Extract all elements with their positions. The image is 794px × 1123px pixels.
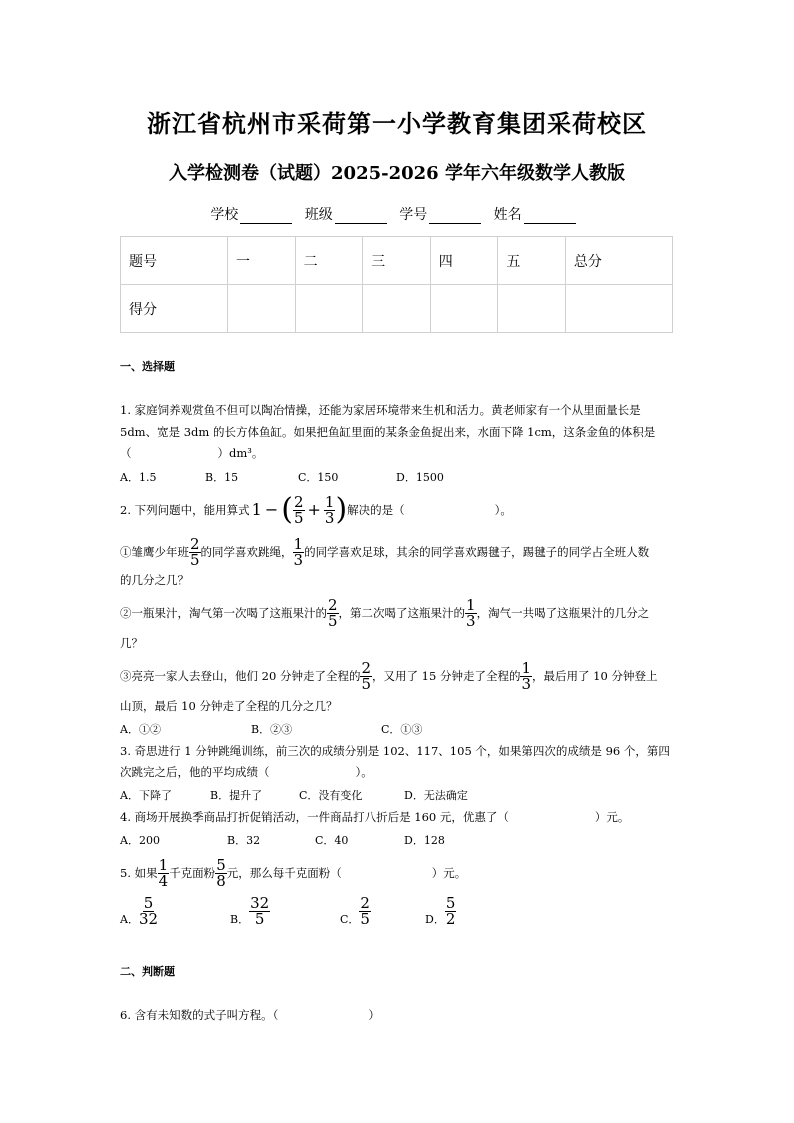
item-text: ①雏鹰少年班	[120, 545, 189, 559]
question-2-stem	[120, 492, 512, 528]
question-2-end: ）。	[494, 503, 512, 517]
answer-suffix: ）dm³。	[217, 446, 264, 460]
option-c[interactable]: C．没有变化	[299, 789, 363, 802]
fraction: $\frac{5}{8}$	[216, 855, 226, 890]
option-label: C．	[340, 913, 360, 926]
fraction: $\frac{2}{5}$	[361, 658, 371, 693]
score-cell[interactable]	[295, 285, 363, 333]
question-2-item-1	[120, 534, 650, 569]
score-cell[interactable]	[565, 285, 672, 333]
fraction: $\frac{1}{3}$	[521, 658, 531, 693]
option-c[interactable]: C．150	[298, 471, 339, 484]
fraction: $\frac{2}{5}$	[293, 492, 304, 527]
table-cell: 四	[430, 237, 498, 285]
item-text: 的同学喜欢跳绳，	[200, 545, 293, 559]
question-1-line-3	[120, 444, 263, 462]
student-info-line	[0, 204, 794, 224]
expr-minus: −	[264, 500, 279, 519]
score-cell[interactable]	[430, 285, 498, 333]
question-5-stem	[120, 856, 466, 890]
fraction: $\frac{2}{5}$	[328, 595, 338, 630]
open-paren: （	[120, 446, 132, 460]
number-blank[interactable]	[429, 209, 481, 224]
table-cell: 三	[363, 237, 431, 285]
question-2-item-1-cont: 的几分之几？	[120, 573, 189, 587]
option-c[interactable]: C．①③	[381, 723, 423, 736]
fraction: $\frac{1}{3}$	[324, 492, 335, 527]
question-1-line-2: 5dm、宽是 3dm 的长方体鱼缸。如果把鱼缸里面的某条金鱼捉出来，水面下降 1cm，这条金鱼的体积是	[120, 425, 656, 439]
table-cell: 得分	[121, 285, 228, 333]
option-d[interactable]: D．无法确定	[404, 789, 468, 802]
option-d[interactable]: D．128	[404, 834, 445, 847]
section-heading: 一、选择题	[120, 360, 175, 373]
fraction: $\frac{32}{5}$	[250, 894, 270, 928]
fraction: $\frac{1}{3}$	[293, 534, 304, 569]
question-2-item-2	[120, 595, 650, 630]
score-cell[interactable]	[498, 285, 566, 333]
item-text: 的同学喜欢足球，其余的同学喜欢踢毽子，踢毽子的同学占全班人数	[304, 545, 650, 559]
option-label: B．	[230, 913, 250, 926]
score-table	[120, 236, 673, 333]
option-b[interactable]: B．②③	[251, 723, 293, 736]
question-text: 次跳完之后，他的平均成绩（	[120, 765, 270, 779]
question-text: 4. 商场开展换季商品打折促销活动，一件商品打八折后是 160 元，优惠了（	[120, 810, 509, 824]
question-4-line-1	[120, 808, 629, 826]
score-cell[interactable]	[228, 285, 296, 333]
fraction: $\frac{1}{3}$	[466, 595, 476, 630]
fraction: $\frac{5}{2}$	[445, 894, 456, 928]
option-b[interactable]: B．提升了	[210, 789, 263, 802]
expr-one: 1	[251, 500, 262, 519]
option-label: D．	[425, 913, 445, 926]
option-b[interactable]: B．32	[227, 834, 261, 847]
item-text: ，又用了 15 分钟走了全程的	[372, 669, 521, 683]
question-text: ）	[368, 1008, 380, 1022]
item-text: ②一瓶果汁，淘气第一次喝了这瓶果汁的	[120, 606, 327, 620]
question-2-suffix: 解决的是（	[347, 503, 405, 517]
option-d[interactable]: D．1500	[396, 471, 444, 484]
fraction: $\frac{5}{32}$	[138, 894, 159, 928]
question-text: ）元。	[431, 866, 467, 880]
question-text: 元，那么每千克面粉（	[226, 866, 342, 880]
question-text: 千克面粉	[169, 866, 216, 880]
question-2-prefix: 2. 下列问题中，能用算式	[120, 503, 250, 517]
name-label: 姓名	[493, 207, 522, 223]
option-b[interactable]: B．15	[205, 471, 239, 484]
question-2-item-3-cont: 山顶，最后 10 分钟走了全程的几分之几？	[120, 699, 338, 713]
fraction: $\frac{1}{4}$	[158, 855, 169, 890]
table-cell: 五	[498, 237, 566, 285]
score-table-header-row	[121, 237, 673, 285]
score-cell[interactable]	[363, 285, 431, 333]
number-label: 学号	[399, 207, 428, 223]
fraction: $\frac{2}{5}$	[190, 534, 200, 569]
expr-close-paren: )	[335, 492, 348, 527]
fraction: $\frac{2}{5}$	[360, 894, 370, 928]
question-1-line-1: 1. 家庭饲养观赏鱼不但可以陶冶情操，还能为家居环境带来生机和活力。黄老师家有一个从里面量长是	[120, 403, 641, 417]
option-b[interactable]	[230, 895, 270, 927]
option-d[interactable]	[425, 895, 456, 927]
table-cell: 一	[228, 237, 296, 285]
question-2-item-3	[120, 658, 658, 693]
option-a[interactable]	[120, 895, 158, 927]
option-a[interactable]: A．1.5	[120, 471, 157, 484]
option-c[interactable]	[340, 895, 371, 927]
page-subtitle: 入学检测卷（试题）2025-2026 学年六年级数学人教版	[169, 163, 625, 184]
option-a[interactable]: A．①②	[120, 723, 161, 736]
item-text: ，第二次喝了这瓶果汁的	[338, 606, 466, 620]
item-text: ，最后用了 10 分钟登上	[532, 669, 658, 683]
question-2-item-2-cont: 几？	[120, 636, 143, 650]
question-text: 6. 含有未知数的式子叫方程。（	[120, 1008, 279, 1022]
school-blank[interactable]	[240, 209, 292, 224]
section-heading: 二、判断题	[120, 965, 175, 978]
score-table-score-row	[121, 285, 673, 333]
question-text: 5. 如果	[120, 866, 158, 880]
option-a[interactable]: A．下降了	[120, 789, 172, 802]
page-title: 浙江省杭州市采荷第一小学教育集团采荷校区	[147, 109, 647, 138]
question-3-line-1: 3. 奇思进行 1 分钟跳绳训练，前三次的成绩分别是 102、117、105 个，如果第四次的成绩是 96 个，第四	[120, 744, 670, 758]
question-text: ）。	[355, 765, 373, 779]
table-cell: 二	[295, 237, 363, 285]
option-label: A．	[120, 913, 139, 926]
item-text: ，淘气一共喝了这瓶果汁的几分之	[476, 606, 650, 620]
table-cell: 总分	[565, 237, 672, 285]
question-3-line-2	[120, 763, 373, 781]
school-label: 学校	[210, 207, 239, 223]
item-text: ③亮亮一家人去登山，他们 20 分钟走了全程的	[120, 669, 361, 683]
option-a[interactable]: A．200	[120, 834, 160, 847]
class-blank[interactable]	[335, 209, 387, 224]
expr-open-paren: (	[281, 492, 293, 527]
name-blank[interactable]	[524, 209, 576, 224]
option-c[interactable]: C．40	[315, 834, 349, 847]
class-label: 班级	[304, 207, 333, 223]
question-text: ）元。	[594, 810, 630, 824]
expr-plus: +	[307, 500, 321, 519]
question-6	[120, 1006, 380, 1024]
table-cell: 题号	[121, 237, 228, 285]
